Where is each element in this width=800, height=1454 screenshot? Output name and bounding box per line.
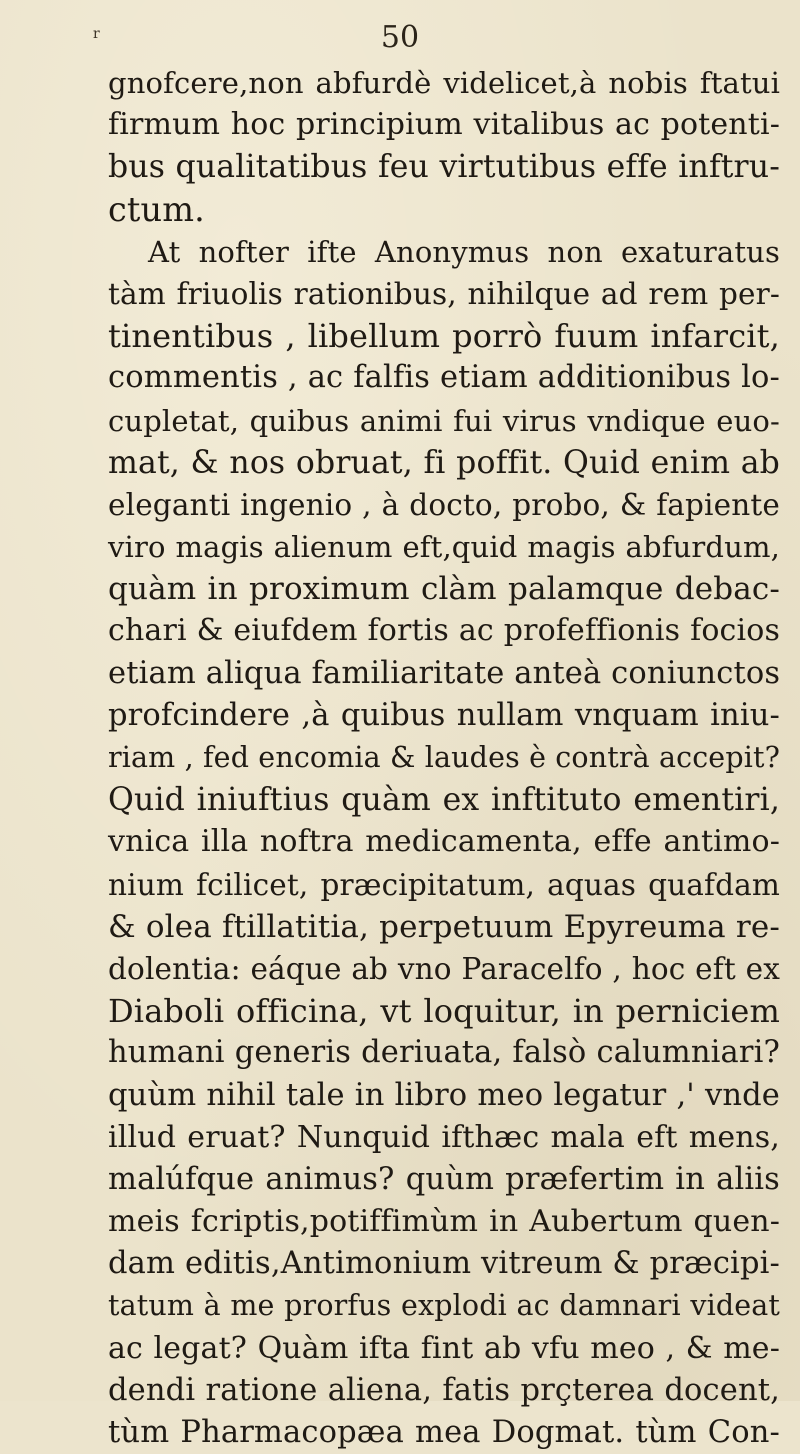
text-line: ac legat? Quàm ifta fint ab vfu meo , & me- bbox=[108, 1330, 780, 1366]
text-line: malúfque animus? quùm præfertim in aliis bbox=[108, 1161, 780, 1197]
text-line: tùm Pharmacopæa mea Dogmat. tùm Con- bbox=[108, 1415, 780, 1450]
text-line: tatum à me prorfus explodi ac damnari videat bbox=[108, 1289, 780, 1323]
text-line: etiam aliqua familiaritate anteà coniunctos bbox=[108, 655, 781, 691]
text-line: mat, & nos obruat, fi poffit. Quid enim ab bbox=[108, 444, 780, 481]
text-line: firmum hoc principium vitalibus ac potenti- bbox=[108, 107, 780, 143]
text-line: Quid iniuftius quàm ex inftituto ementiri, bbox=[108, 782, 780, 819]
text-line: & olea ftillatitia, perpetuum Epyreuma re- bbox=[108, 908, 780, 945]
text-line: Diaboli officina, vt loquitur, in perniciem bbox=[108, 992, 780, 1031]
text-line: humani generis deriuata, falsò calumniari? bbox=[108, 1035, 780, 1071]
body-text bbox=[108, 62, 780, 1454]
text-line: commentis , ac falfis etiam additionibus lo- bbox=[108, 360, 780, 396]
text-line: tinentibus , libellum porrò fuum infarcit, bbox=[108, 317, 780, 356]
page-number: 50 bbox=[380, 20, 420, 55]
text-line: riam , fed encomia & laudes è contrà accepit? bbox=[108, 741, 781, 774]
text-line: eleganti ingenio , à docto, probo, & fapiente bbox=[108, 487, 780, 522]
text-line: viro magis alienum eft,quid magis abfurdum, bbox=[108, 530, 780, 565]
text-line: dolentia: eáque ab vno Paracelfo , hoc eft ex bbox=[108, 951, 780, 986]
text-line: nium fcilicet, præcipitatum, aquas quafdam bbox=[108, 867, 780, 902]
text-line: vnica illa noftra medicamenta, effe antimo- bbox=[108, 824, 780, 860]
text-line: quàm in proximum clàm palamque debac- bbox=[108, 571, 780, 608]
text-line: chari & eiufdem fortis ac profeffionis focios bbox=[108, 613, 780, 649]
text-line: illud eruat? Nunquid ifthæc mala eft mens, bbox=[108, 1119, 780, 1155]
text-line: dendi ratione aliena, fatis prçterea docent, bbox=[108, 1372, 780, 1408]
text-line: gnofcere,non abfurdè videlicet,à nobis ftatui bbox=[108, 66, 780, 100]
text-line: At nofter ifte Anonymus non exaturatus bbox=[148, 234, 780, 269]
text-line: tàm friuolis rationibus, nihilque ad rem per- bbox=[108, 276, 780, 311]
text-line: dam editis,Antimonium vitreum & præcipi- bbox=[108, 1246, 780, 1282]
text-line: meis fcriptis,potiffimùm in Aubertum quen- bbox=[108, 1204, 780, 1240]
text-line: cupletat, quibus animi fui virus vndique euo- bbox=[108, 403, 780, 438]
text-line: bus qualitatibus feu virtutibus effe inftru- bbox=[108, 149, 780, 186]
corner-mark: r bbox=[93, 26, 100, 42]
text-line: profcindere ,à quibus nullam vnquam iniu- bbox=[108, 697, 780, 733]
text-line: ctum. bbox=[108, 189, 205, 229]
text-line: quùm nihil tale in libro meo legatur ,' vnde bbox=[108, 1077, 780, 1113]
